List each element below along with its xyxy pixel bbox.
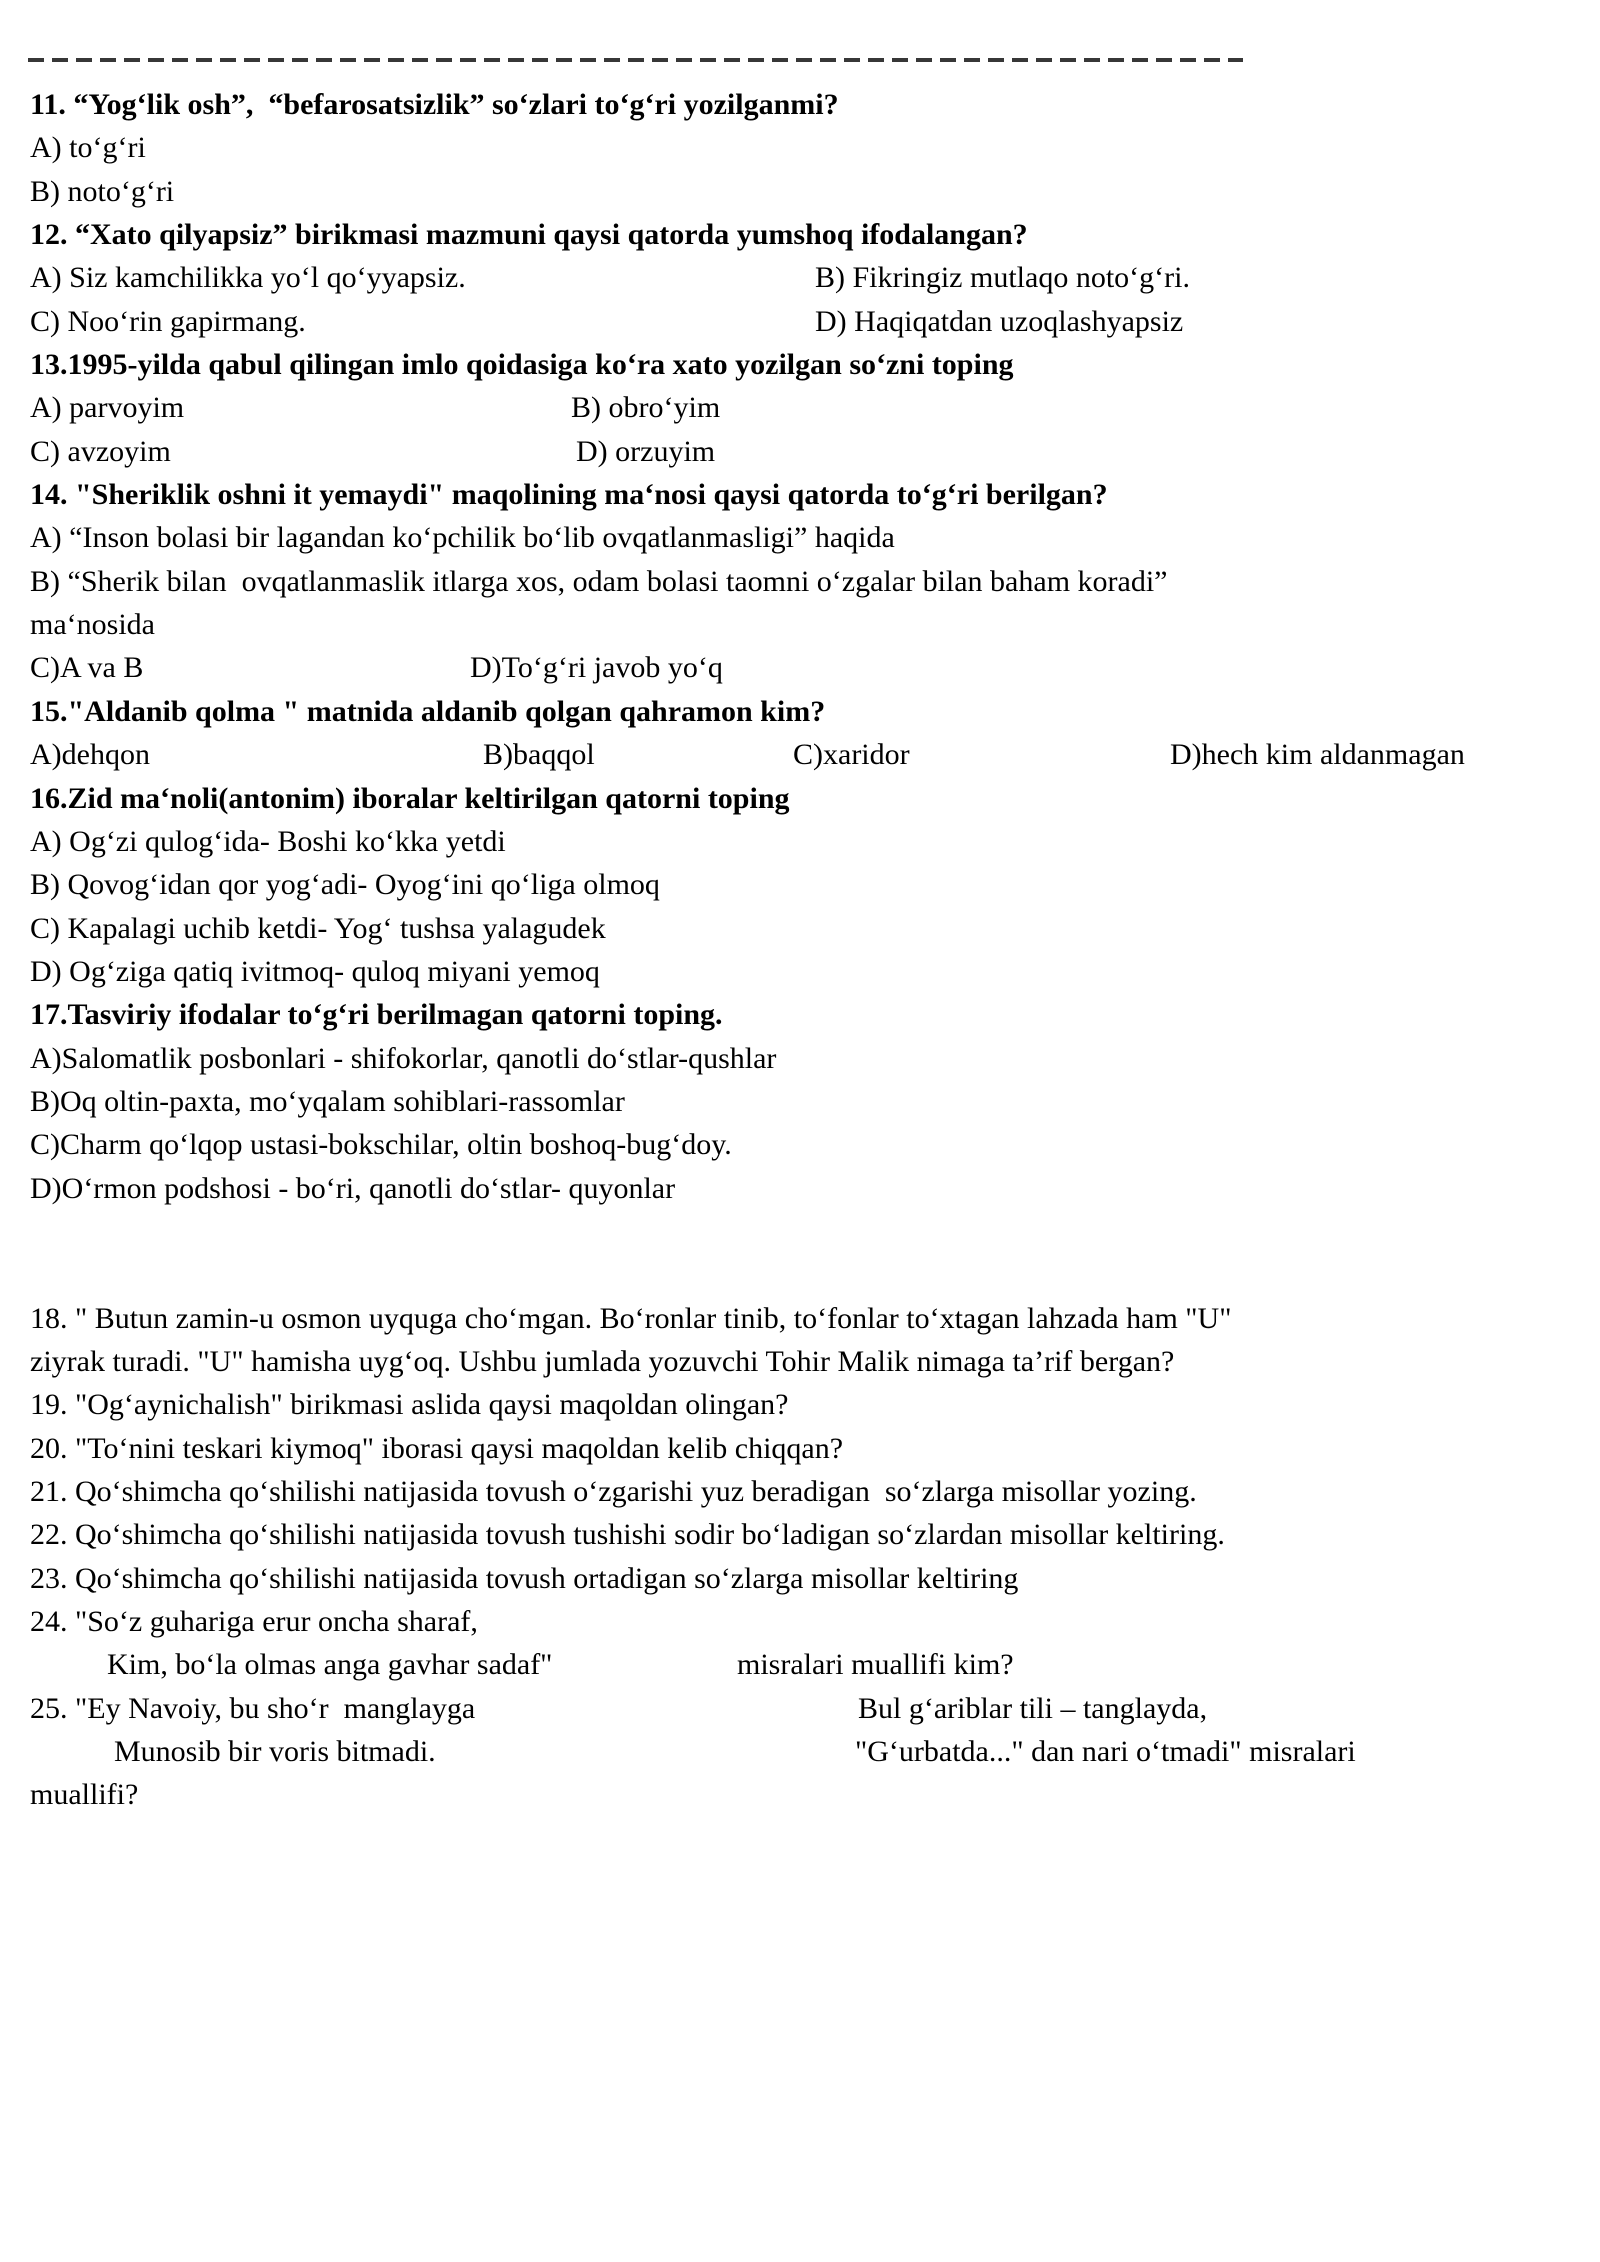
q15-heading <box>30 690 1575 733</box>
text-segment: 21. Qoʻshimcha qoʻshilishi natijasida tovush oʻzgarishi yuz beradigan soʻzlarga misollar yozing. <box>30 1475 1197 1508</box>
text-segment: 14. "Sheriklik oshni it yemaydi" maqolining maʻnosi qaysi qatorda toʻgʻri berilgan? <box>30 478 1108 512</box>
document-page <box>30 83 1575 1817</box>
text-segment: 19. "Ogʻaynichalish" birikmasi aslida qaysi maqoldan olingan? <box>30 1388 789 1422</box>
q16-option-a <box>30 820 1575 863</box>
text-segment: B) “Sherik bilan ovqatlanmaslik itlarga xos, odam bolasi taomni oʻzgalar bilan baham koradi” <box>30 564 1168 598</box>
text-segment: 20. "Toʻnini teskari kiymoq" iborasi qaysi maqoldan kelib chiqqan? <box>30 1431 844 1465</box>
q11-option-a <box>30 126 1575 169</box>
text-segment: D) orzuyim <box>576 434 716 468</box>
text-segment: C) Kapalagi uchib ketdi- Yogʻ tushsa yalagudek <box>30 911 606 945</box>
text-segment: muallifi? <box>30 1778 139 1812</box>
text-segment: B)Oq oltin-paxta, moʻyqalam sohiblari-rassomlar <box>30 1084 625 1118</box>
text-segment: A)Salomatlik posbonlari - shifokorlar, qanotli doʻstlar-qushlar <box>30 1041 777 1075</box>
text-segment: C)A va B <box>30 651 144 685</box>
text-segment: misralari muallifi kim? <box>737 1648 1014 1682</box>
q11-option-b <box>30 170 1575 213</box>
q16-option-c <box>30 907 1575 950</box>
q16-heading <box>30 777 1575 820</box>
q25-line-3 <box>30 1773 1575 1816</box>
text-segment: 15."Aldanib qolma " matnida aldanib qolgan qahramon kim? <box>30 694 826 728</box>
text-segment: Bul gʻariblar tili – tanglayda, <box>858 1691 1208 1725</box>
q15-options <box>30 733 1575 776</box>
q14-option-a <box>30 516 1575 559</box>
text-segment: A) “Inson bolasi bir lagandan koʻpchilik boʻlib ovqatlanmasligi” haqida <box>30 521 895 555</box>
text-segment: 11. “Yogʻlik osh”, “befarosatsizlik” soʻzlari toʻgʻri yozilganmi? <box>30 88 839 121</box>
q14-options-cd <box>30 646 1575 689</box>
q14-option-b-cont <box>30 603 1575 646</box>
q20-line <box>30 1427 1575 1470</box>
text-segment: 13.1995-yilda qabul qilingan imlo qoidasiga koʻra xato yozilgan soʻzni toping <box>30 348 1014 382</box>
q13-options-ab <box>30 386 1575 429</box>
q22-line <box>30 1513 1575 1556</box>
text-segment: B) Qovogʻidan qor yogʻadi- Oyogʻini qoʻliga olmoq <box>30 868 660 902</box>
q12-options-cd <box>30 300 1575 343</box>
text-segment: D)Oʻrmon podshosi - boʻri, qanotli doʻstlar- quyonlar <box>30 1171 676 1205</box>
text-segment: D)Toʻgʻri javob yoʻq <box>470 651 723 685</box>
text-segment: 23. Qoʻshimcha qoʻshilishi natijasida tovush ortadigan soʻzlarga misollar keltiring <box>30 1561 1019 1595</box>
q17-option-c <box>30 1123 1575 1166</box>
text-segment: B) obroʻyim <box>571 391 721 425</box>
q19-line <box>30 1383 1575 1426</box>
text-segment: 24. "Soʻz guhariga erur oncha sharaf, <box>30 1605 478 1639</box>
q25-line-2 <box>30 1730 1575 1773</box>
q24-line-1 <box>30 1600 1575 1643</box>
q17-option-a <box>30 1037 1575 1080</box>
text-segment: C)xaridor <box>793 738 910 772</box>
text-segment: 25. "Ey Navoiy, bu shoʻr manglayga <box>30 1691 476 1725</box>
text-segment: 18. " Butun zamin-u osmon uyquga choʻmgan. Boʻronlar tinib, toʻfonlar toʻxtagan lahzada ham "U" <box>30 1301 1232 1335</box>
text-segment: Kim, boʻla olmas anga gavhar sadaf" <box>107 1648 553 1682</box>
text-segment: A) parvoyim <box>30 391 185 425</box>
text-segment: Munosib bir voris bitmadi. <box>114 1735 436 1769</box>
q25-line-1 <box>30 1687 1575 1730</box>
q17-option-b <box>30 1080 1575 1123</box>
text-segment: A) toʻgʻri <box>30 131 146 165</box>
text-segment: A) Siz kamchilikka yoʻl qoʻyyapsiz. <box>30 261 466 295</box>
text-segment: 22. Qoʻshimcha qoʻshilishi natijasida tovush tushishi sodir boʻladigan soʻzlardan misollar keltiring. <box>30 1518 1225 1552</box>
q24-line-2 <box>30 1643 1575 1686</box>
q18-line-1 <box>30 1297 1575 1340</box>
text-segment: maʻnosida <box>30 608 155 642</box>
text-segment: B)baqqol <box>483 738 595 772</box>
text-segment: C) avzoyim <box>30 434 171 468</box>
q12-options-ab <box>30 256 1575 299</box>
spacer-2 <box>30 1253 1575 1296</box>
q16-option-b <box>30 863 1575 906</box>
text-segment: ziyrak turadi. "U" hamisha uygʻoq. Ushbu jumlada yozuvchi Tohir Malik nimaga ta’rif bergan? <box>30 1344 1175 1378</box>
text-segment: 16.Zid maʻnoli(antonim) iboralar keltirilgan qatorni toping <box>30 781 790 815</box>
q11-heading <box>30 83 1575 126</box>
q21-line <box>30 1470 1575 1513</box>
text-segment: B) Fikringiz mutlaqo notoʻgʻri. <box>815 261 1190 295</box>
text-segment: D)hech kim aldanmagan <box>1170 738 1465 772</box>
text-segment: D) Haqiqatdan uzoqlashyapsiz <box>815 304 1184 338</box>
text-segment: 12. “Xato qilyapsiz” birikmasi mazmuni qaysi qatorda yumshoq ifodalangan? <box>30 218 1028 252</box>
text-segment: D) Ogʻziga qatiq ivitmoq- quloq miyani yemoq <box>30 954 600 988</box>
text-segment: "Gʻurbatda..." dan nari oʻtmadi" misralari <box>855 1735 1356 1769</box>
q14-heading <box>30 473 1575 516</box>
text-segment: A)dehqon <box>30 738 150 772</box>
spacer-1 <box>30 1210 1575 1253</box>
q13-options-cd <box>30 430 1575 473</box>
text-segment: A) Ogʻzi qulogʻida- Boshi koʻkka yetdi <box>30 824 506 858</box>
scan-artifact-line <box>28 58 1243 62</box>
q18-line-2 <box>30 1340 1575 1383</box>
text-segment: C)Charm qoʻlqop ustasi-bokschilar, oltin boshoq-bugʻdoy. <box>30 1128 732 1162</box>
q14-option-b <box>30 560 1575 603</box>
q23-line <box>30 1557 1575 1600</box>
q17-option-d <box>30 1167 1575 1210</box>
q12-heading <box>30 213 1575 256</box>
text-segment: C) Nooʻrin gapirmang. <box>30 304 306 338</box>
q13-heading <box>30 343 1575 386</box>
text-segment: B) notoʻgʻri <box>30 174 175 208</box>
q17-heading <box>30 993 1575 1036</box>
text-segment: 17.Tasviriy ifodalar toʻgʻri berilmagan qatorni toping. <box>30 998 723 1032</box>
q16-option-d <box>30 950 1575 993</box>
